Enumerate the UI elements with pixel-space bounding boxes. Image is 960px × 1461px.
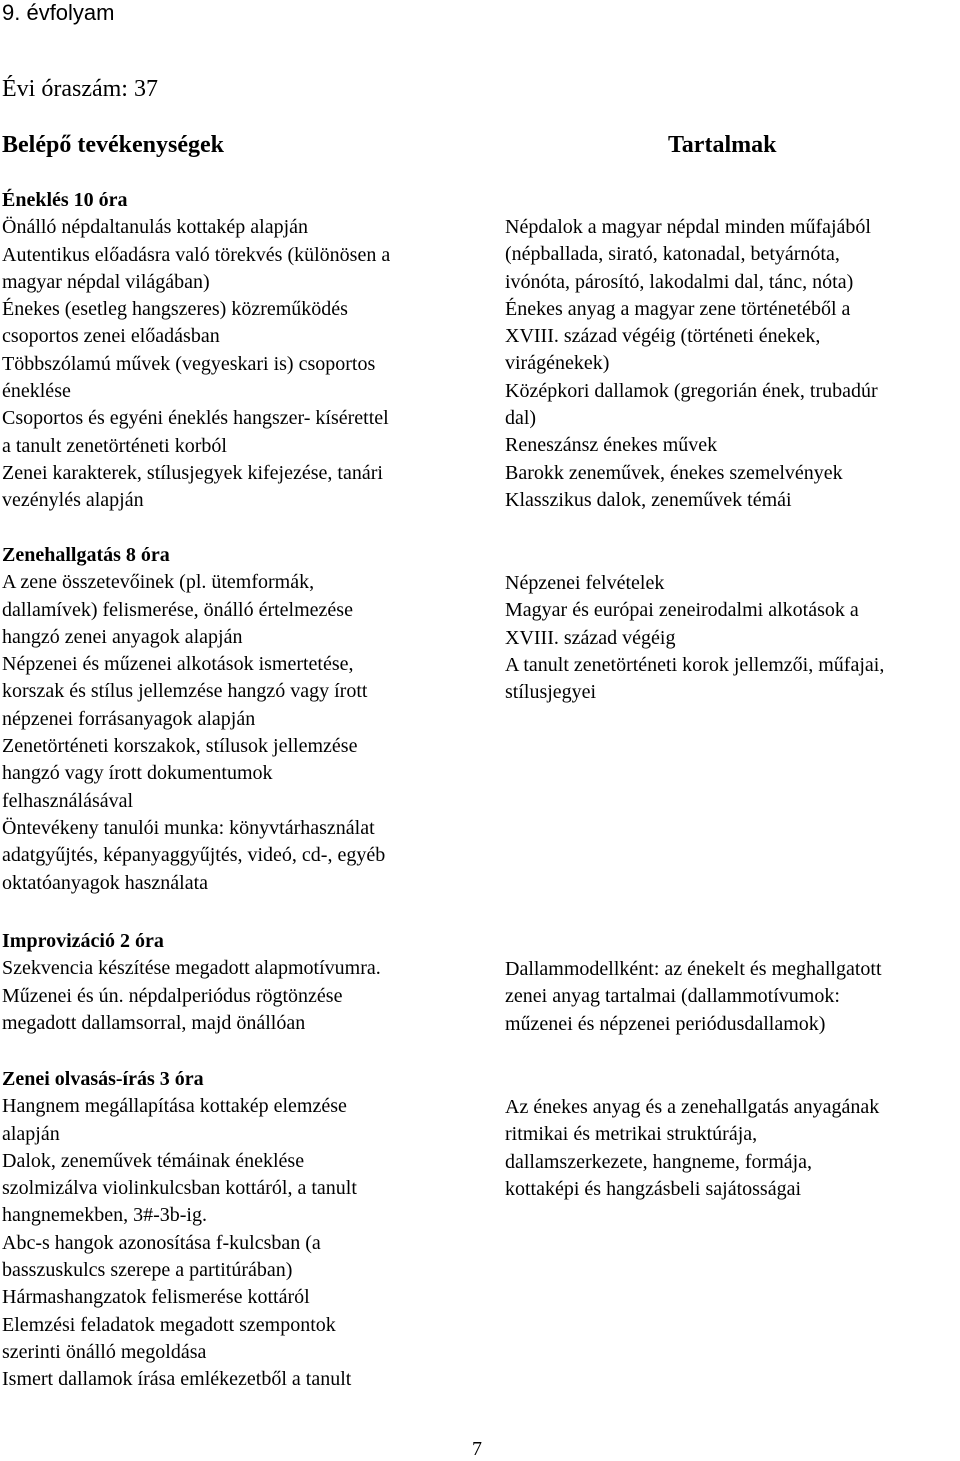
page-header: 9. évfolyam [2,0,115,25]
left-line: hangnemekben, 3#-3b-ig. [2,1204,207,1227]
right-line: dallamszerkezete, hangneme, formája, [505,1150,813,1173]
left-line: hangzó vagy írott dokumentumok [2,762,273,785]
left-line: felhasználásával [2,789,134,812]
section-title: Zenei olvasás-írás 3 óra [2,1068,204,1090]
left-line: vezénylés alapján [2,489,144,512]
right-line: Középkori dallamok (gregorián ének, trubadúr [505,379,878,402]
left-line: csoportos zenei előadásban [2,325,220,348]
left-line: Dalok, zeneművek témáinak éneklése [2,1149,305,1172]
right-line: (népballada, sirató, katonadal, betyárnóta, [505,243,840,266]
right-line: ivónóta, párosító, lakodalmi dal, tánc, nóta) [505,270,854,293]
right-line: virágénekek) [505,352,610,375]
left-line: Énekes (esetleg hangszeres) közreműködés [2,298,348,321]
left-line: Hármashangzatok felismerése kottáról [2,1286,310,1309]
right-line: Barokk zeneművek, énekes szemelvények [505,461,843,484]
right-line: stílusjegyei [505,681,597,704]
left-line: adatgyűjtés, képanyaggyűjtés, videó, cd-, egyéb [2,844,386,867]
right-line: dal) [505,407,537,430]
left-line: Zenetörténeti korszakok, stílusok jellemzése [2,735,358,758]
left-line: megadott dallamsorral, majd önállóan [2,1011,306,1034]
left-line: Ismert dallamok írása emlékezetből a tanult [2,1368,352,1391]
left-line: Elemzési feladatok megadott szempontok [2,1313,336,1336]
left-line: hangzó zenei anyagok alapján [2,625,243,648]
left-line: Zenei karakterek, stílusjegyek kifejezése, tanári [2,461,383,484]
section-title: Zenehallgatás 8 óra [2,544,170,566]
right-line: Dallammodellként: az énekelt és meghallgatott [505,958,882,980]
left-line: alapján [2,1122,60,1145]
col-left-title: Belépő tevékenységek [2,132,224,158]
left-line: Csoportos és egyéni éneklés hangszer- kísérettel [2,407,389,430]
section-listening-right [505,570,960,706]
left-line: Népzenei és műzenei alkotások ismertetése, [2,653,354,676]
col-right-title: Tartalmak [668,132,777,158]
right-line: Klasszikus dalok, zeneművek témái [505,488,792,511]
page-number: 7 [472,1438,482,1460]
left-line: éneklése [2,380,71,403]
left-line: magyar népdal világában) [2,270,210,293]
section-singing-left [2,187,492,515]
right-line: Reneszánsz énekes művek [505,434,718,457]
section-title: Éneklés 10 óra [2,189,128,211]
left-line: a tanult zenetörténeti korból [2,434,227,457]
left-line: Abc-s hangok azonosítása f-kulcsban (a [2,1231,321,1254]
left-line: A zene összetevőinek (pl. ütemformák, [2,571,315,594]
section-title: Improvizáció 2 óra [2,930,164,952]
right-line: Népzenei felvételek [505,572,665,594]
left-line: Önálló népdaltanulás kottakép alapján [2,216,309,239]
left-line: basszuskulcs szerepe a partitúrában) [2,1259,293,1282]
left-line: Szekvencia készítése megadott alapmotívumra. [2,957,381,980]
right-line: műzenei és népzenei periódusdallamok) [505,1012,826,1035]
left-line: Műzenei és ún. népdalperiódus rögtönzése [2,984,343,1007]
left-line: Öntevékeny tanulói munka: könyvtárhasználat [2,816,375,839]
right-line: ritmikai és metrikai struktúrája, [505,1123,758,1146]
right-line: XVIII. század végéig [505,626,676,649]
section-reading-writing-left [2,1066,492,1394]
right-line: zenei anyag tartalmai (dallammotívumok: [505,985,840,1008]
left-line: Hangnem megállapítása kottakép elemzése [2,1095,347,1118]
section-singing-right [505,214,960,514]
right-line: Magyar és európai zeneirodalmi alkotások a [505,599,859,622]
left-line: oktatóanyagok használata [2,871,209,894]
right-line: kottaképi és hangzásbeli sajátosságai [505,1177,802,1200]
right-line: Énekes anyag a magyar zene történetéből a [505,297,851,320]
left-line: szerinti önálló megoldása [2,1340,207,1363]
left-line: dallamívek) felismerése, önálló értelmezése [2,598,353,621]
left-line: népzenei forrásanyagok alapján [2,707,256,730]
section-listening-left [2,542,492,897]
annual-hours: Évi óraszám: 37 [2,76,158,102]
section-improvisation-right [505,956,960,1038]
right-line: A tanult zenetörténeti korok jellemzői, műfajai, [505,653,885,676]
left-line: korszak és stílus jellemzése hangzó vagy írott [2,680,368,703]
left-line: Többszólamú művek (vegyeskari is) csoportos [2,352,376,375]
section-improvisation-left [2,928,492,1037]
left-line: Autentikus előadásra való törekvés (különösen a [2,243,391,266]
section-reading-writing-right [505,1094,960,1203]
right-line: XVIII. század végéig (történeti énekek, [505,325,821,348]
left-line: szolmizálva violinkulcsban kottáról, a tanult [2,1177,357,1200]
right-line: Népdalok a magyar népdal minden műfajából [505,216,871,238]
right-line: Az énekes anyag és a zenehallgatás anyagának [505,1096,880,1118]
